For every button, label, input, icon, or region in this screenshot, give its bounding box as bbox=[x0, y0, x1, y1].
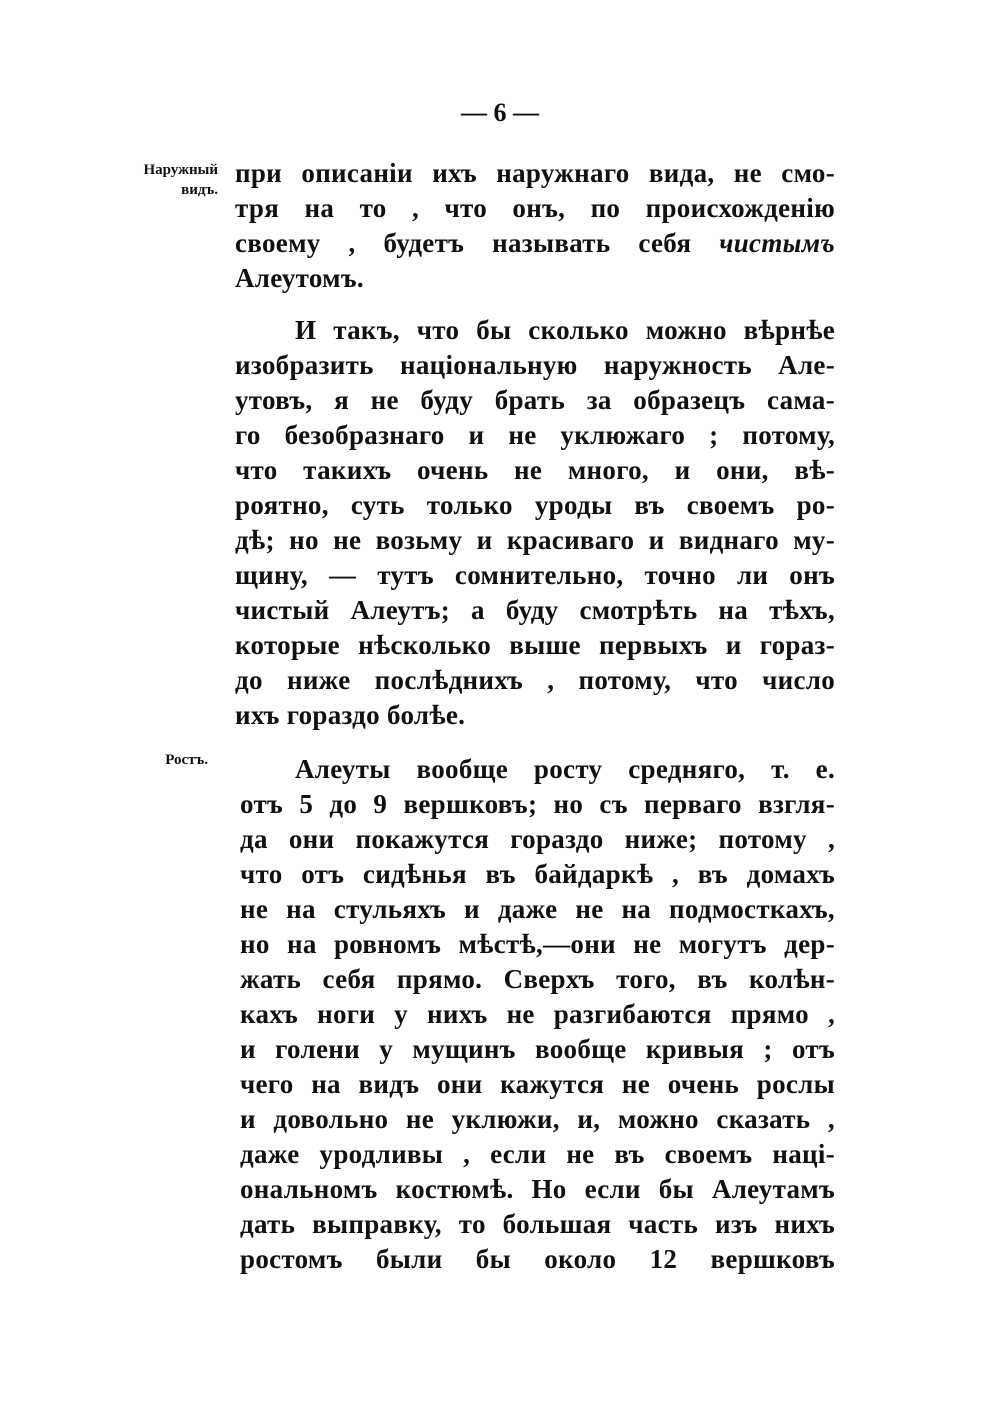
text-line: роятно, суть только уроды въ своемъ ро- bbox=[235, 490, 835, 520]
text-line: И такъ, что бы сколько можно вѣрнѣе bbox=[295, 315, 835, 345]
margin-note-appearance-line-1: Наружный bbox=[143, 162, 218, 178]
text-line: тря на то , что онъ, по происхожденію bbox=[235, 193, 835, 223]
text-line: дать выправку, то большая часть изъ нихъ bbox=[240, 1209, 835, 1239]
text-line: но на ровномъ мѣстѣ,—они не могутъ дер- bbox=[240, 929, 835, 959]
text-line: ихъ гораздо болѣе. bbox=[235, 700, 466, 730]
margin-note-height: Ростъ. bbox=[165, 752, 208, 768]
text-line: да они покажутся гораздо ниже; потому , bbox=[240, 824, 835, 854]
text-line: отъ 5 до 9 вершковъ; но съ перваго взгля- bbox=[240, 789, 835, 819]
text-line: и голени у мущинъ вообще кривыя ; отъ bbox=[240, 1034, 835, 1064]
text-line: щину, — тутъ сомнительно, точно ли онъ bbox=[235, 560, 835, 590]
text-line: кахъ ноги у нихъ не разгибаются прямо , bbox=[240, 999, 835, 1029]
text-line: которые нѣсколько выше первыхъ и гораз- bbox=[235, 630, 835, 660]
text-line: го безобразнаго и не уклюжаго ; потому, bbox=[235, 420, 835, 450]
text-line: чистый Алеутъ; а буду смотрѣть на тѣхъ, bbox=[235, 595, 835, 625]
text-line: утовъ, я не буду брать за образецъ сама- bbox=[235, 385, 835, 415]
page-number: — 6 — bbox=[461, 98, 539, 127]
text-line: чего на видъ они кажутся не очень рослы bbox=[240, 1069, 835, 1099]
text-line: до ниже послѣднихъ , потому, что число bbox=[235, 665, 835, 695]
margin-note-appearance-line-2: видъ. bbox=[181, 182, 218, 198]
text-line: Алеутомъ. bbox=[235, 263, 364, 293]
text-line: изобразить національную наружность Але- bbox=[235, 350, 835, 380]
text-line: даже уродливы , если не въ своемъ наці- bbox=[240, 1139, 835, 1169]
text-line: при описаніи ихъ наружнаго вида, не смо- bbox=[235, 158, 835, 188]
text-line: Алеуты вообще росту средняго, т. е. bbox=[295, 754, 835, 784]
text-line: не на стульяхъ и даже не на подмосткахъ, bbox=[240, 894, 835, 924]
text-line: что отъ сидѣнья въ байдаркѣ , въ домахъ bbox=[240, 859, 835, 889]
text-line bbox=[235, 226, 835, 260]
margin-note-appearance bbox=[118, 160, 218, 200]
text-line: дѣ; но не возьму и красиваго и виднаго му- bbox=[235, 525, 835, 555]
text-line: и довольно не уклюжи, и, можно сказать , bbox=[240, 1104, 835, 1134]
text-line: ональномъ костюмѣ. Но если бы Алеутамъ bbox=[240, 1174, 835, 1204]
text-line: что такихъ очень не много, и они, вѣ- bbox=[235, 455, 835, 485]
text-line: жать себя прямо. Сверхъ того, въ колѣн- bbox=[240, 964, 835, 994]
italic-word: чистымъ bbox=[719, 228, 835, 258]
text-line: ростомъ были бы около 12 вершковъ bbox=[240, 1244, 835, 1274]
text-line-segment: своему , будетъ называть себя bbox=[235, 228, 692, 258]
